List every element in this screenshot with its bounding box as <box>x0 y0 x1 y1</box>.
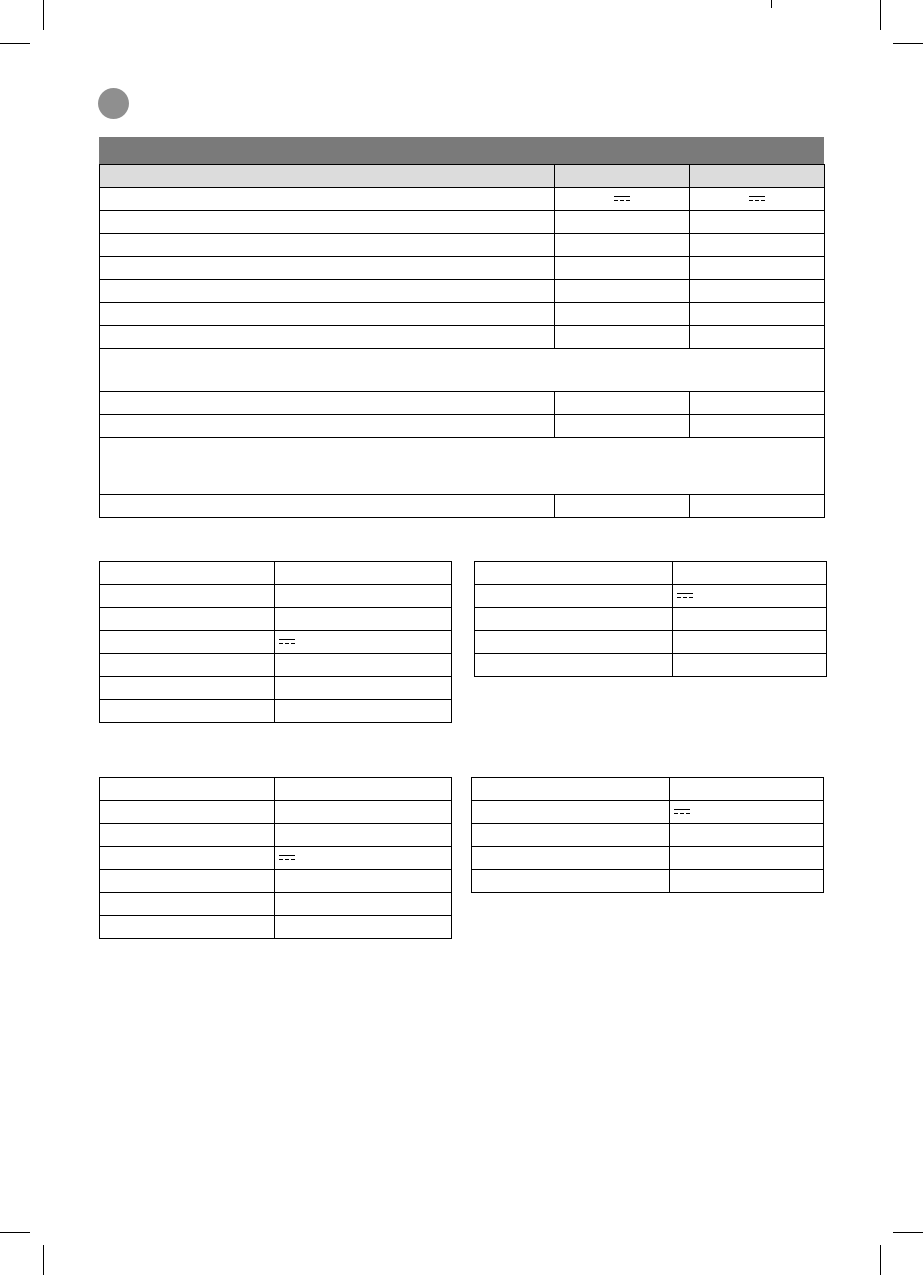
table-cell <box>100 562 275 585</box>
crop-mark-top-center-v <box>771 0 772 8</box>
table-cell <box>100 257 555 280</box>
table-row <box>472 824 824 847</box>
main-spec-table <box>99 164 825 518</box>
table-row <box>100 847 452 870</box>
crop-mark-bottom-left-v <box>43 1245 44 1275</box>
table-cell <box>690 326 825 349</box>
table-cell <box>673 631 827 654</box>
table-cell <box>673 608 827 631</box>
table-cell <box>690 280 825 303</box>
table-cell <box>690 211 825 234</box>
main-table-header-bar <box>99 137 824 164</box>
table-full-width-row <box>100 438 825 495</box>
crop-mark-top-left-v <box>43 0 44 30</box>
table-row <box>100 677 452 700</box>
table-cell <box>275 824 452 847</box>
table-row <box>100 824 452 847</box>
table-cell <box>555 257 690 280</box>
table-row <box>100 608 452 631</box>
table-cell <box>100 870 275 893</box>
table-cell <box>275 893 452 916</box>
table-row <box>100 257 825 280</box>
table-cell <box>555 415 690 438</box>
table-cell <box>100 349 825 392</box>
table-cell <box>472 847 670 870</box>
table-subheader-row <box>100 165 825 188</box>
table-cell <box>100 801 275 824</box>
table-row <box>100 585 452 608</box>
table-row <box>475 562 827 585</box>
table-cell <box>472 801 670 824</box>
crop-mark-bottom-right-h <box>893 1232 923 1233</box>
table-cell <box>275 700 452 723</box>
table-cell <box>670 824 824 847</box>
table-cell <box>673 585 827 608</box>
table-cell <box>100 438 825 495</box>
table-cell <box>275 916 452 939</box>
table-cell <box>100 495 555 518</box>
table-row <box>475 608 827 631</box>
subheader-cell <box>100 165 555 188</box>
spec-table-left-lower <box>99 777 452 939</box>
table-cell <box>472 824 670 847</box>
table-row <box>100 280 825 303</box>
table-row <box>100 211 825 234</box>
table-row <box>100 326 825 349</box>
table-cell <box>673 654 827 677</box>
table-cell <box>275 778 452 801</box>
table-cell <box>100 631 275 654</box>
table-cell <box>475 608 673 631</box>
table-cell <box>555 188 690 211</box>
table-cell <box>100 847 275 870</box>
table-cell <box>670 778 824 801</box>
table-cell <box>690 495 825 518</box>
table-cell <box>275 585 452 608</box>
subheader-cell <box>690 165 825 188</box>
subheader-cell <box>555 165 690 188</box>
section-badge-icon <box>98 88 129 119</box>
crop-mark-top-right-h <box>893 43 923 44</box>
table-cell <box>555 303 690 326</box>
table-cell <box>673 562 827 585</box>
table-row <box>472 870 824 893</box>
table-row <box>100 562 452 585</box>
table-cell <box>555 495 690 518</box>
table-cell <box>472 870 670 893</box>
table-cell <box>100 824 275 847</box>
table-cell <box>670 847 824 870</box>
table-row <box>100 188 825 211</box>
table-row <box>100 631 452 654</box>
table-cell <box>100 778 275 801</box>
table-row <box>100 495 825 518</box>
direct-current-icon <box>677 593 693 600</box>
table-cell <box>555 211 690 234</box>
table-cell <box>100 415 555 438</box>
direct-current-icon <box>279 855 295 862</box>
crop-mark-bottom-left-h <box>0 1232 30 1233</box>
table-cell <box>555 280 690 303</box>
table-cell <box>100 654 275 677</box>
table-cell <box>475 562 673 585</box>
table-cell <box>100 677 275 700</box>
table-cell <box>100 585 275 608</box>
table-row <box>100 916 452 939</box>
table-cell <box>555 234 690 257</box>
table-cell <box>100 608 275 631</box>
table-row <box>100 893 452 916</box>
table-cell <box>100 893 275 916</box>
table-cell <box>275 631 452 654</box>
table-row <box>100 778 452 801</box>
table-cell <box>275 870 452 893</box>
table-row <box>100 415 825 438</box>
table-cell <box>555 326 690 349</box>
spec-table-right-lower <box>471 777 824 893</box>
crop-mark-top-left-h <box>0 43 30 44</box>
direct-current-icon <box>614 196 630 203</box>
table-cell <box>690 234 825 257</box>
table-row <box>100 303 825 326</box>
table-cell <box>100 700 275 723</box>
table-row <box>100 392 825 415</box>
table-cell <box>275 677 452 700</box>
table-cell <box>475 631 673 654</box>
table-cell <box>275 562 452 585</box>
table-cell <box>475 654 673 677</box>
table-row <box>475 631 827 654</box>
table-cell <box>690 392 825 415</box>
direct-current-icon <box>749 196 765 203</box>
direct-current-icon <box>674 809 690 816</box>
table-row <box>475 585 827 608</box>
table-row <box>472 778 824 801</box>
table-cell <box>100 188 555 211</box>
table-cell <box>275 801 452 824</box>
table-cell <box>100 234 555 257</box>
spec-table-left-upper <box>99 561 452 723</box>
table-cell <box>275 654 452 677</box>
table-cell <box>100 392 555 415</box>
crop-mark-bottom-right-v <box>880 1245 881 1275</box>
table-cell <box>670 870 824 893</box>
table-cell <box>100 326 555 349</box>
table-cell <box>100 916 275 939</box>
table-cell <box>555 392 690 415</box>
table-row <box>472 801 824 824</box>
table-row <box>475 654 827 677</box>
direct-current-icon <box>279 639 295 646</box>
table-full-width-row <box>100 349 825 392</box>
table-cell <box>275 847 452 870</box>
table-cell <box>472 778 670 801</box>
table-cell <box>100 211 555 234</box>
table-row <box>100 234 825 257</box>
spec-table-right-upper <box>474 561 827 677</box>
crop-mark-top-right-v <box>880 0 881 30</box>
table-cell <box>670 801 824 824</box>
table-cell <box>100 303 555 326</box>
table-cell <box>690 188 825 211</box>
table-row <box>472 847 824 870</box>
table-cell <box>275 608 452 631</box>
table-cell <box>690 257 825 280</box>
table-row <box>100 700 452 723</box>
table-cell <box>475 585 673 608</box>
table-row <box>100 801 452 824</box>
table-row <box>100 870 452 893</box>
table-cell <box>100 280 555 303</box>
table-cell <box>690 415 825 438</box>
table-row <box>100 654 452 677</box>
table-cell <box>690 303 825 326</box>
